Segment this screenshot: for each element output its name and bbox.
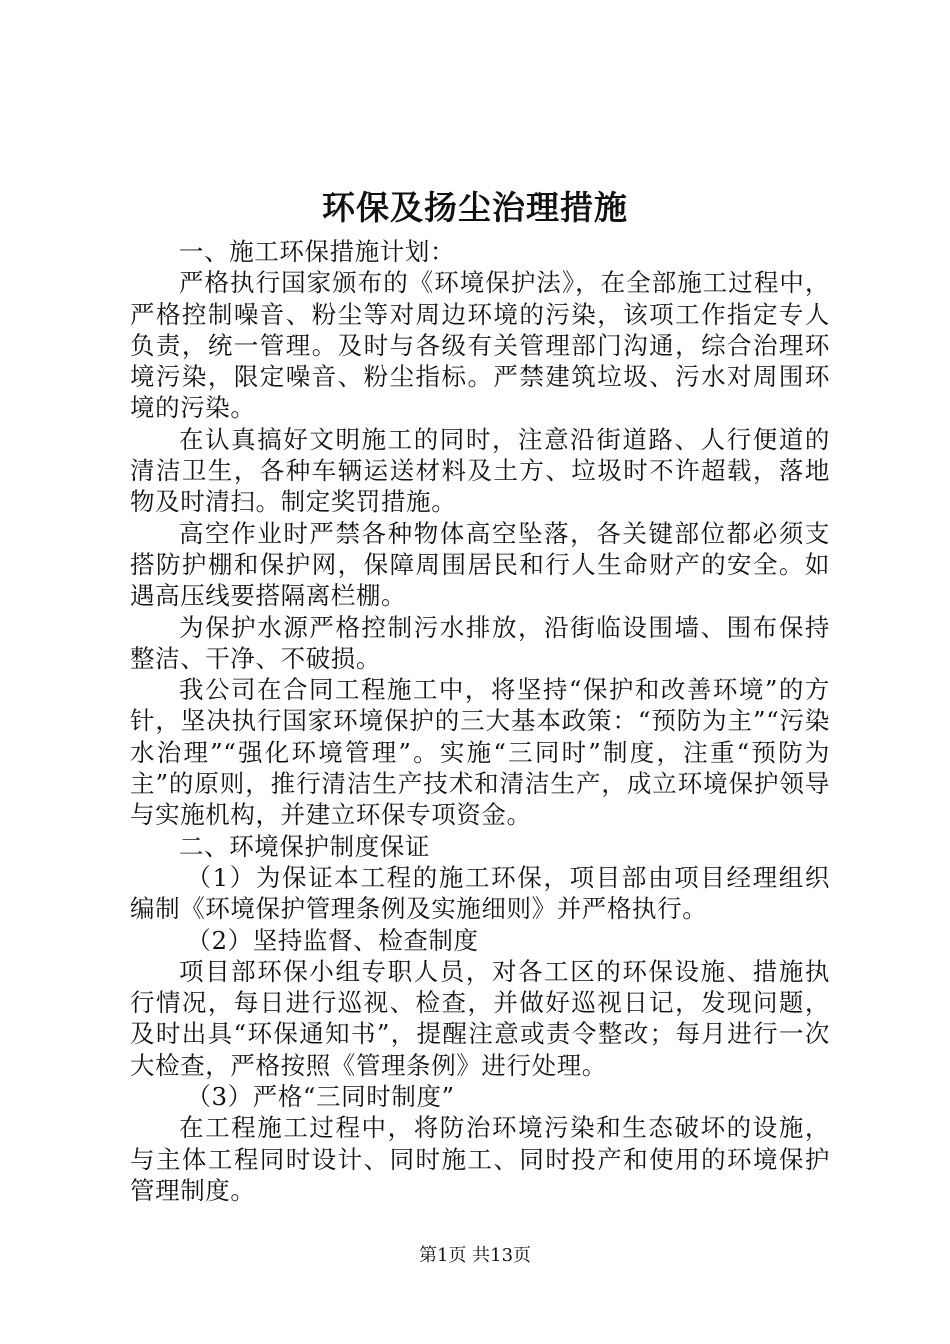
paragraph: 严格执行国家颁布的《环境保护法》，在全部施工过程中，严格控制噪音、粉尘等对周边环境的污染，该项工作指定专人负责，统一管理。及时与各级有关管理部门沟通，综合治理环境污染，限定噪音、粉尘指标。严禁建筑垃圾、污水对周围环境的污染。 [130,268,830,423]
paragraph: 为保护水源严格控制污水排放，沿街临设围墙、围布保持整洁、干净、不破损。 [130,612,830,673]
document-body [130,236,830,1206]
paragraph: （1）为保证本工程的施工环保，项目部由项目经理组织编制《环境保护管理条例及实施细则》并严格执行。 [130,862,830,924]
paragraph: 高空作业时严禁各种物体高空坠落，各关键部位都必须支搭防护棚和保护网，保障周围居民和行人生命财产的安全。如遇高压线要搭隔离栏棚。 [130,518,830,611]
sub-heading-2: （2）坚持监督、检查制度 [186,925,479,955]
section-heading-2: 二、环境保护制度保证 [179,831,430,861]
paragraph: 我公司在合同工程施工中，将坚持“保护和改善环境”的方针，坚决执行国家环境保护的三大基本政策：“预防为主”“污染水治理”“强化环境管理”。实施“三同时”制度，注重“预防为主”的原则，推行清洁生产技术和清洁生产，成立环境保护领导与实施机构，并建立环保专项资金。 [130,675,830,830]
paragraph: 在认真搞好文明施工的同时，注意沿街道路、人行便道的清洁卫生，各种车辆运送材料及土方、垃圾时不许超载，落地物及时清扫。制定奖罚措施。 [130,424,830,517]
paragraph: 项目部环保小组专职人员，对各工区的环保设施、措施执行情况，每日进行巡视、检查，并做好巡视日记，发现问题，及时出具“环保通知书”，提醒注意或责令整改；每月进行一次大检查，严格按照《管理条例》进行处理。 [130,956,830,1080]
paragraph: 在工程施工过程中，将防治环境污染和生态破坏的设施，与主体工程同时设计、同时施工、同时投产和使用的环境保护管理制度。 [130,1113,830,1205]
page-footer: 第1页 共13页 [418,1245,532,1266]
sub-heading-3: （3）严格“三同时制度” [186,1082,455,1112]
document-title: 环保及扬尘治理措施 [322,188,628,227]
section-heading-1: 一、施工环保措施计划： [179,237,456,266]
